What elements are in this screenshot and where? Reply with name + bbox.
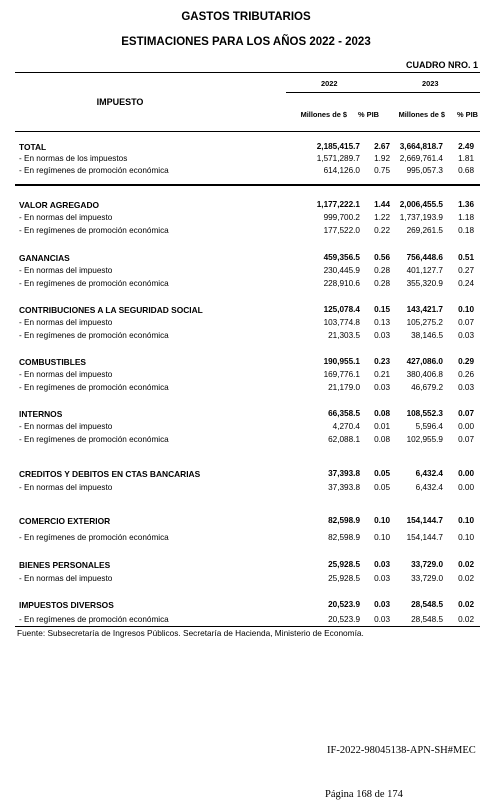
pib-2023: 0.29: [458, 357, 474, 366]
value-2023: 380,406.8: [406, 370, 443, 379]
table-row: [15, 213, 480, 225]
pib-2023: 0.00: [458, 483, 474, 492]
pib-2023: 2.49: [458, 142, 474, 151]
table-row: [15, 279, 480, 291]
value-2023: 269,261.5: [406, 226, 443, 235]
pib-2022: 0.03: [374, 560, 390, 569]
row-label: - En regímenes de promoción económica: [19, 383, 169, 392]
pib-2022: 0.28: [374, 279, 390, 288]
value-2022: 21,303.5: [328, 331, 360, 340]
value-2022: 103,774.8: [323, 318, 360, 327]
table-row-category: [15, 253, 480, 265]
table-row-category: [15, 305, 480, 317]
pib-2022: 2.67: [374, 142, 390, 151]
value-2022: 25,928.5: [328, 560, 360, 569]
value-2023: 28,548.5: [411, 615, 443, 624]
total-separator-rule: [15, 184, 480, 186]
value-2022: 177,522.0: [323, 226, 360, 235]
header-impuesto: IMPUESTO: [96, 97, 144, 107]
value-2022: 82,598.9: [328, 516, 360, 525]
table-row-category: [15, 409, 480, 421]
row-label: - En regímenes de promoción económica: [19, 166, 169, 175]
table-row: [15, 574, 480, 586]
row-label: - En regímenes de promoción económica: [19, 331, 169, 340]
row-label: GANANCIAS: [19, 253, 70, 263]
value-2022: 999,700.2: [323, 213, 360, 222]
value-2023: 102,955.9: [406, 435, 443, 444]
header-year-2022: 2022: [321, 79, 338, 88]
value-2023: 427,086.0: [406, 357, 443, 366]
row-label: - En normas de los impuestos: [19, 154, 128, 163]
table-row: [15, 266, 480, 278]
pib-2023: 0.18: [458, 226, 474, 235]
pib-2022: 0.03: [374, 383, 390, 392]
table-row: [15, 154, 480, 166]
value-2022: 1,177,222.1: [316, 200, 360, 209]
value-2022: 4,270.4: [332, 422, 360, 431]
value-2023: 2,669,761.4: [399, 154, 443, 163]
value-2022: 37,393.8: [328, 469, 360, 478]
pib-2023: 0.02: [458, 560, 474, 569]
value-2023: 2,006,455.5: [399, 200, 443, 209]
value-2022: 20,523.9: [328, 615, 360, 624]
value-2022: 21,179.0: [328, 383, 360, 392]
pib-2022: 0.05: [374, 469, 390, 478]
header-year-2023: 2023: [422, 79, 439, 88]
document-title: GASTOS TRIBUTARIOS: [181, 11, 311, 23]
pib-2022: 1.22: [374, 213, 390, 222]
pib-2022: 0.01: [374, 422, 390, 431]
table-row-category: [15, 200, 480, 212]
row-label: - En regímenes de promoción económica: [19, 533, 169, 542]
value-2023: 108,552.3: [406, 409, 443, 418]
value-2023: 154,144.7: [406, 533, 443, 542]
pib-2023: 1.18: [458, 213, 474, 222]
value-2022: 190,955.1: [323, 357, 360, 366]
table-row-category: [15, 142, 480, 154]
value-2022: 37,393.8: [328, 483, 360, 492]
pib-2023: 0.24: [458, 279, 474, 288]
table-row-category: [15, 469, 480, 481]
pib-2022: 0.08: [374, 435, 390, 444]
value-2023: 6,432.4: [415, 483, 443, 492]
pib-2022: 0.08: [374, 409, 390, 418]
document-subtitle: ESTIMACIONES PARA LOS AÑOS 2022 - 2023: [121, 36, 371, 48]
row-label: - En regímenes de promoción económica: [19, 279, 169, 288]
row-label: CONTRIBUCIONES A LA SEGURIDAD SOCIAL: [19, 305, 203, 315]
row-label: - En normas del impuesto: [19, 483, 113, 492]
value-2022: 228,910.6: [323, 279, 360, 288]
pib-2022: 0.03: [374, 600, 390, 609]
table-row: [15, 533, 480, 545]
pib-2023: 0.07: [458, 318, 474, 327]
value-2023: 143,421.7: [406, 305, 443, 314]
table-row: [15, 435, 480, 447]
value-2023: 3,664,818.7: [399, 142, 443, 151]
pib-2023: 0.00: [458, 469, 474, 478]
pib-2022: 1.92: [374, 154, 390, 163]
value-2023: 33,729.0: [411, 574, 443, 583]
document-reference: IF-2022-98045138-APN-SH#MEC: [327, 745, 476, 756]
table-row: [15, 383, 480, 395]
pib-2022: 0.22: [374, 226, 390, 235]
value-2023: 1,737,193.9: [399, 213, 443, 222]
row-label: - En normas del impuesto: [19, 318, 113, 327]
pib-2022: 0.03: [374, 574, 390, 583]
row-label: COMBUSTIBLES: [19, 357, 86, 367]
value-2023: 5,596.4: [415, 422, 443, 431]
value-2023: 105,275.2: [406, 318, 443, 327]
row-label: - En normas del impuesto: [19, 370, 113, 379]
pib-2023: 1.36: [458, 200, 474, 209]
pib-2023: 0.27: [458, 266, 474, 275]
pib-2023: 0.10: [458, 533, 474, 542]
table-row: [15, 422, 480, 434]
value-2022: 614,126.0: [323, 166, 360, 175]
value-2023: 154,144.7: [406, 516, 443, 525]
pib-2022: 0.10: [374, 516, 390, 525]
pib-2022: 0.75: [374, 166, 390, 175]
value-2023: 6,432.4: [415, 469, 443, 478]
value-2023: 28,548.5: [411, 600, 443, 609]
table-row: [15, 226, 480, 238]
table-row: [15, 166, 480, 178]
table-row-category: [15, 516, 480, 528]
value-2022: 169,776.1: [323, 370, 360, 379]
page-number: Página 168 de 174: [325, 789, 403, 800]
pib-2023: 0.03: [458, 331, 474, 340]
row-label: IMPUESTOS DIVERSOS: [19, 600, 114, 610]
cuadro-number: CUADRO NRO. 1: [405, 60, 478, 70]
row-label: CREDITOS Y DEBITOS EN CTAS BANCARIAS: [19, 469, 201, 479]
row-label: INTERNOS: [19, 409, 63, 419]
value-2023: 401,127.7: [406, 266, 443, 275]
table-bottom-rule: [15, 626, 480, 627]
value-2022: 1,571,289.7: [316, 154, 360, 163]
pib-2022: 0.05: [374, 483, 390, 492]
pib-2022: 0.23: [374, 357, 390, 366]
pib-2023: 0.51: [458, 253, 474, 262]
value-2022: 20,523.9: [328, 600, 360, 609]
pib-2022: 0.15: [374, 305, 390, 314]
value-2022: 62,088.1: [328, 435, 360, 444]
value-2022: 2,185,415.7: [316, 142, 360, 151]
table-row: [15, 370, 480, 382]
pib-2022: 0.03: [374, 615, 390, 624]
value-2022: 459,356.5: [323, 253, 360, 262]
value-2023: 46,679.2: [411, 383, 443, 392]
value-2022: 230,445.9: [323, 266, 360, 275]
pib-2023: 0.10: [458, 516, 474, 525]
pib-2023: 0.02: [458, 615, 474, 624]
pib-2023: 0.02: [458, 600, 474, 609]
pib-2023: 0.02: [458, 574, 474, 583]
pib-2023: 0.00: [458, 422, 474, 431]
pib-2023: 1.81: [458, 154, 474, 163]
table-row-category: [15, 600, 480, 612]
pib-2023: 0.26: [458, 370, 474, 379]
pib-2022: 0.13: [374, 318, 390, 327]
table-row: [15, 331, 480, 343]
pib-2022: 0.56: [374, 253, 390, 262]
value-2022: 66,358.5: [328, 409, 360, 418]
header-millones-2023: Millones de $: [398, 110, 445, 119]
table-row: [15, 318, 480, 330]
value-2023: 33,729.0: [411, 560, 443, 569]
value-2022: 25,928.5: [328, 574, 360, 583]
row-label: - En regímenes de promoción económica: [19, 615, 169, 624]
header-pib-2022: % PIB: [358, 110, 379, 119]
value-2023: 38,146.5: [411, 331, 443, 340]
pib-2022: 0.03: [374, 331, 390, 340]
pib-2023: 0.68: [458, 166, 474, 175]
row-label: - En normas del impuesto: [19, 574, 113, 583]
header-pib-2023: % PIB: [457, 110, 478, 119]
pib-2023: 0.10: [458, 305, 474, 314]
header-millones-2022: Millones de $: [300, 110, 347, 119]
row-label: - En normas del impuesto: [19, 422, 113, 431]
table-row-category: [15, 357, 480, 369]
row-label: - En regímenes de promoción económica: [19, 226, 169, 235]
pib-2023: 0.07: [458, 435, 474, 444]
pib-2022: 1.44: [374, 200, 390, 209]
value-2022: 125,078.4: [323, 305, 360, 314]
row-label: COMERCIO EXTERIOR: [19, 516, 111, 526]
value-2022: 82,598.9: [328, 533, 360, 542]
pib-2023: 0.07: [458, 409, 474, 418]
value-2023: 756,448.6: [406, 253, 443, 262]
row-label: - En normas del impuesto: [19, 213, 113, 222]
row-label: - En normas del impuesto: [19, 266, 113, 275]
pib-2022: 0.28: [374, 266, 390, 275]
row-label: VALOR AGREGADO: [19, 200, 100, 210]
row-label: - En regímenes de promoción económica: [19, 435, 169, 444]
table-row: [15, 483, 480, 495]
table-row-category: [15, 560, 480, 572]
row-label: BIENES PERSONALES: [19, 560, 111, 570]
pib-2022: 0.10: [374, 533, 390, 542]
row-label: TOTAL: [19, 142, 47, 152]
value-2023: 355,320.9: [406, 279, 443, 288]
pib-2023: 0.03: [458, 383, 474, 392]
pib-2022: 0.21: [374, 370, 390, 379]
source-note: Fuente: Subsecretaría de Ingresos Públicos. Secretaría de Hacienda, Ministerio de Economía.: [17, 628, 364, 638]
value-2023: 995,057.3: [406, 166, 443, 175]
